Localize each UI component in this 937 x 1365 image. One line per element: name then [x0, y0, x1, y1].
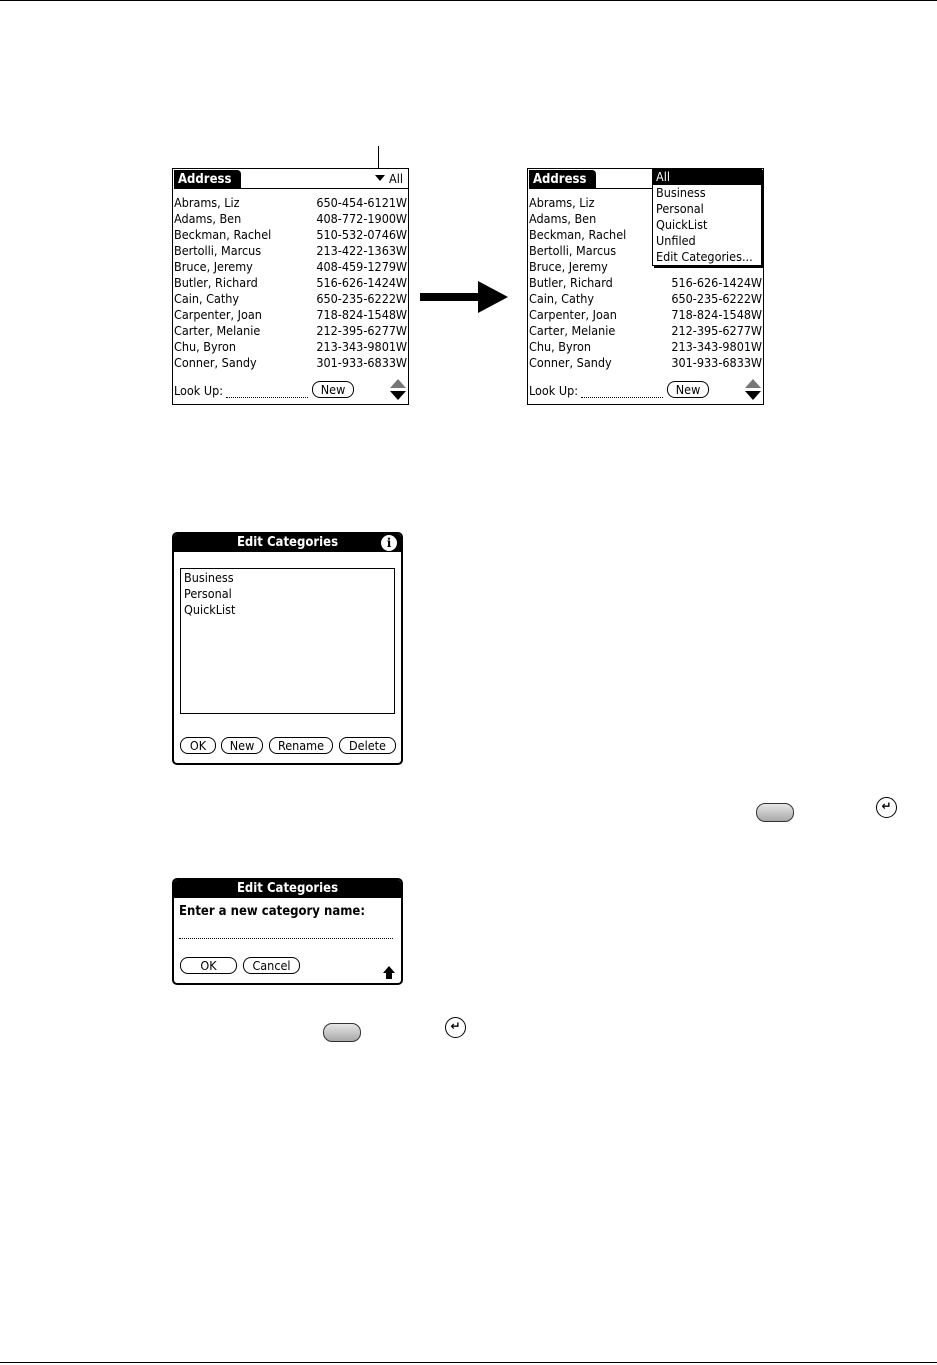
scroll-up-icon[interactable]	[745, 379, 761, 388]
hardware-button-icon	[756, 803, 794, 822]
new-button[interactable]: New	[667, 381, 709, 398]
list-item[interactable]	[529, 355, 762, 371]
contact-name: Beckman, Rachel	[529, 227, 627, 242]
scroll-down-icon[interactable]	[390, 391, 406, 400]
list-item[interactable]	[174, 211, 407, 227]
arrow-shaft	[420, 293, 480, 301]
phone-type: W	[395, 323, 407, 338]
phone-type: W	[750, 307, 762, 322]
scroll-up-icon[interactable]	[390, 379, 406, 388]
phone-type: W	[395, 259, 407, 274]
new-category-button[interactable]: New	[221, 737, 263, 754]
lookup-input[interactable]	[226, 397, 308, 398]
new-category-dialog	[172, 878, 403, 985]
title-underline	[241, 188, 408, 189]
triangle-down-icon	[375, 175, 385, 181]
contact-name: Carter, Melanie	[529, 323, 616, 338]
bottom-rule	[0, 1362, 937, 1363]
phone-type: W	[395, 339, 407, 354]
dialog-title: Edit Categories	[174, 880, 401, 898]
contact-name: Bertolli, Marcus	[174, 243, 262, 258]
menu-item-personal[interactable]: Personal	[656, 201, 704, 216]
app-title[interactable]: Address	[174, 170, 241, 189]
category-list	[180, 568, 395, 714]
category-picker[interactable]	[375, 171, 403, 187]
contact-name: Carpenter, Joan	[174, 307, 262, 322]
list-item[interactable]	[174, 355, 407, 371]
phone-type: W	[750, 275, 762, 290]
contact-name: Cain, Cathy	[529, 291, 595, 306]
rename-button[interactable]: Rename	[269, 737, 333, 754]
list-item[interactable]	[529, 339, 762, 355]
list-item[interactable]	[174, 323, 407, 339]
dialog-title	[174, 534, 401, 552]
cancel-button[interactable]: Cancel	[243, 957, 300, 974]
phone-type: W	[750, 355, 762, 370]
contact-name: Butler, Richard	[174, 275, 258, 290]
address-screen-popup	[527, 168, 764, 405]
enter-icon: ↵	[445, 1017, 466, 1038]
contact-phone: 213-343-9801	[316, 339, 396, 354]
info-icon[interactable]: i	[381, 535, 397, 551]
shift-arrow-icon[interactable]	[383, 966, 395, 980]
list-item[interactable]	[174, 259, 407, 275]
phone-type: W	[750, 291, 762, 306]
list-item[interactable]: Business	[184, 570, 234, 585]
phone-type: W	[750, 323, 762, 338]
ok-button[interactable]: OK	[180, 957, 237, 974]
list-item[interactable]	[174, 195, 407, 211]
contact-phone: 516-626-1424	[316, 275, 396, 290]
list-item[interactable]	[529, 291, 762, 307]
phone-type: W	[750, 339, 762, 354]
list-item[interactable]	[529, 307, 762, 323]
contact-name: Carter, Melanie	[174, 323, 261, 338]
scroll-arrows[interactable]	[390, 379, 406, 401]
contact-phone: 516-626-1424	[671, 275, 751, 290]
contact-phone: 650-235-6222	[671, 291, 751, 306]
category-picker-label: All	[389, 171, 403, 186]
contact-phone: 650-235-6222	[316, 291, 396, 306]
phone-type: W	[395, 243, 407, 258]
scroll-down-icon[interactable]	[745, 391, 761, 400]
menu-item-business[interactable]: Business	[656, 185, 706, 200]
contact-phone: 510-532-0746	[316, 227, 396, 242]
contact-name: Adams, Ben	[174, 211, 242, 226]
contact-name: Carpenter, Joan	[529, 307, 617, 322]
category-name-prompt: Enter a new category name:	[179, 904, 366, 919]
shift-arrow-head	[383, 966, 395, 973]
contact-phone: 408-459-1279	[316, 259, 396, 274]
lookup-label: Look Up:	[174, 383, 224, 398]
delete-button[interactable]: Delete	[339, 737, 396, 754]
contact-phone: 650-454-6121	[316, 195, 396, 210]
list-item[interactable]	[174, 339, 407, 355]
menu-item-edit-categories[interactable]: Edit Categories...	[656, 249, 753, 264]
contact-name: Butler, Richard	[529, 275, 613, 290]
list-item[interactable]	[174, 275, 407, 291]
contact-name: Chu, Byron	[174, 339, 236, 354]
ok-button[interactable]: OK	[180, 737, 216, 754]
dialog-title-text: Edit Categories	[236, 535, 339, 550]
contact-name: Abrams, Liz	[174, 195, 240, 210]
contact-name: Adams, Ben	[529, 211, 597, 226]
phone-type: W	[395, 307, 407, 322]
contact-name: Chu, Byron	[529, 339, 591, 354]
contact-phone: 718-824-1548	[671, 307, 751, 322]
category-name-input[interactable]	[179, 938, 393, 939]
top-rule	[0, 0, 937, 1]
list-item[interactable]	[174, 243, 407, 259]
lookup-input[interactable]	[581, 397, 663, 398]
edit-categories-dialog	[172, 532, 403, 765]
contact-name: Beckman, Rachel	[174, 227, 272, 242]
list-item[interactable]	[529, 275, 762, 291]
list-item[interactable]	[529, 323, 762, 339]
phone-type: W	[395, 195, 407, 210]
menu-item-quicklist[interactable]: QuickList	[656, 217, 708, 232]
new-button[interactable]: New	[312, 381, 354, 398]
contact-phone: 301-933-6833	[671, 355, 751, 370]
shift-arrow-stem	[386, 973, 392, 979]
phone-type: W	[395, 227, 407, 242]
contact-phone: 408-772-1900	[316, 211, 396, 226]
contact-phone: 301-933-6833	[316, 355, 396, 370]
contact-phone: 718-824-1548	[316, 307, 396, 322]
contact-name: Cain, Cathy	[174, 291, 240, 306]
phone-type: W	[395, 355, 407, 370]
category-popup-menu	[652, 168, 762, 266]
contact-phone: 213-422-1363	[316, 243, 396, 258]
hardware-button-icon	[323, 1023, 361, 1042]
lookup-label: Look Up:	[529, 383, 579, 398]
menu-item-unfiled[interactable]: Unfiled	[656, 233, 696, 248]
right-arrow-icon	[478, 281, 508, 313]
phone-type: W	[395, 291, 407, 306]
list-item[interactable]	[174, 227, 407, 243]
list-item[interactable]	[174, 307, 407, 323]
list-item[interactable]: Personal	[184, 586, 232, 601]
contact-name: Bruce, Jeremy	[529, 259, 608, 274]
phone-type: W	[395, 275, 407, 290]
contact-name: Bruce, Jeremy	[174, 259, 253, 274]
scroll-arrows[interactable]	[745, 379, 761, 401]
contact-name: Conner, Sandy	[174, 355, 257, 370]
menu-item-all[interactable]: All	[653, 169, 761, 185]
contact-phone: 212-395-6277	[316, 323, 396, 338]
address-screen-list	[172, 168, 409, 405]
app-title[interactable]: Address	[529, 170, 596, 189]
contact-phone: 213-343-9801	[671, 339, 751, 354]
contact-name: Conner, Sandy	[529, 355, 612, 370]
address-list	[174, 195, 407, 371]
contact-name: Bertolli, Marcus	[529, 243, 617, 258]
enter-icon: ↵	[876, 797, 897, 818]
phone-type: W	[395, 211, 407, 226]
contact-phone: 212-395-6277	[671, 323, 751, 338]
contact-name: Abrams, Liz	[529, 195, 595, 210]
list-item[interactable]	[174, 291, 407, 307]
list-item[interactable]: QuickList	[184, 602, 236, 617]
